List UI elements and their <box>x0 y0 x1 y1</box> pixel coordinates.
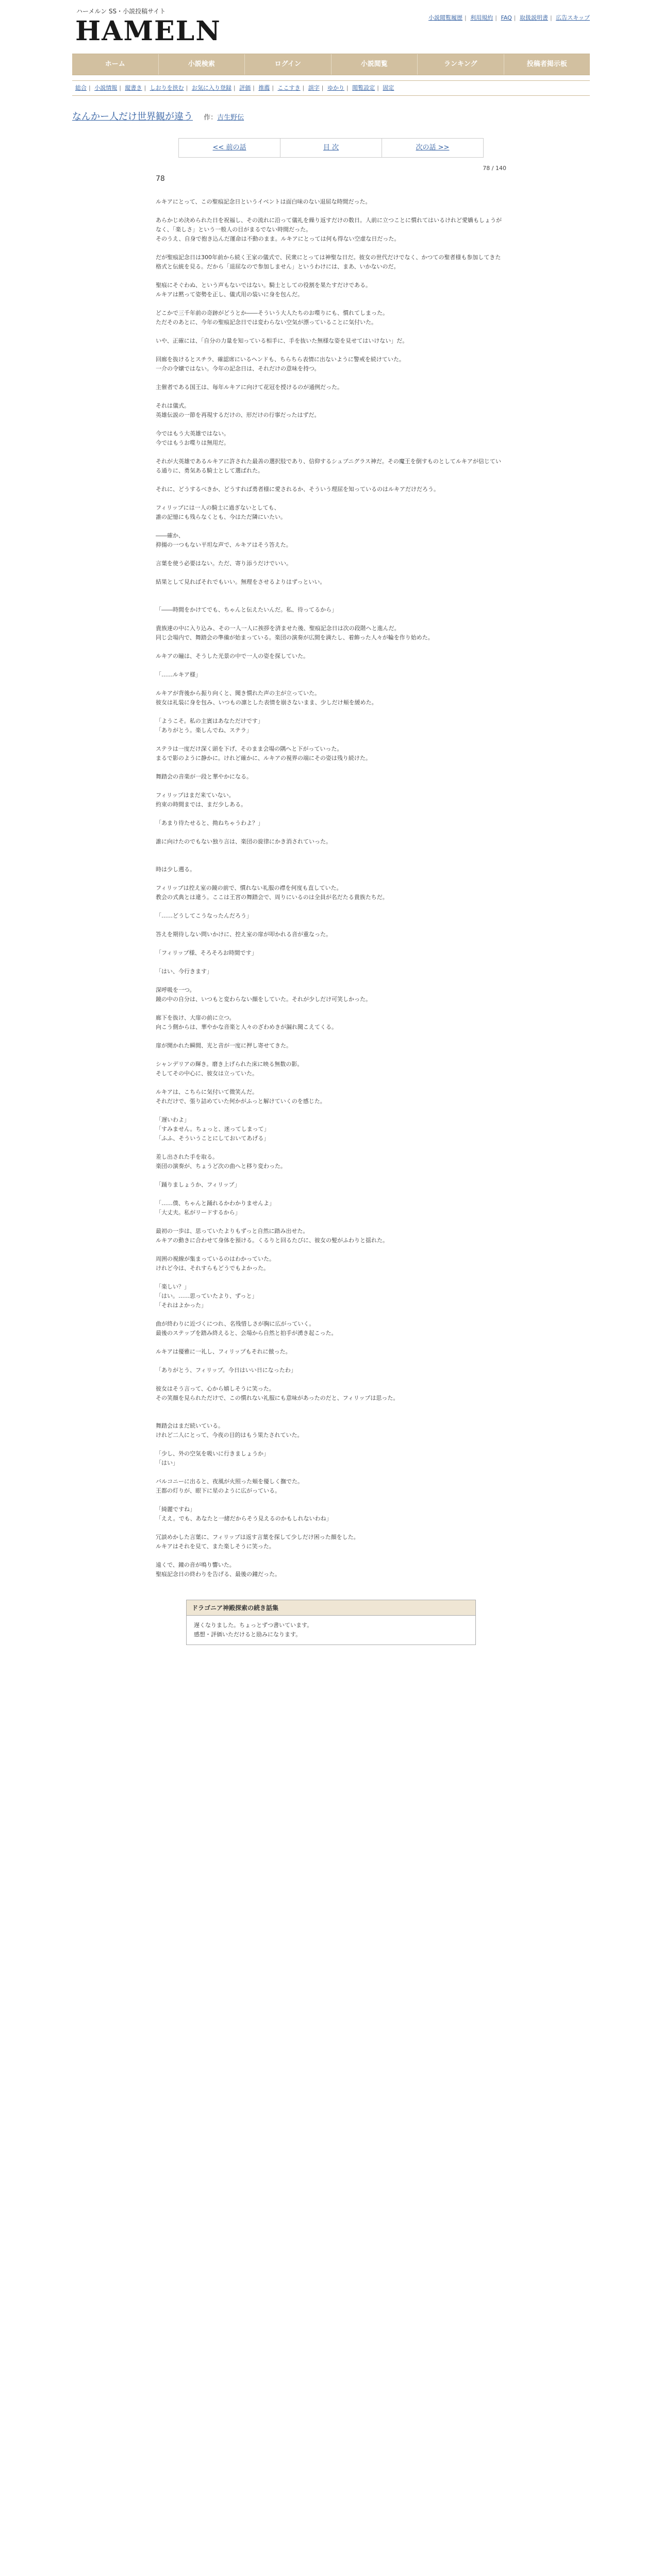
body-paragraph <box>156 272 506 281</box>
body-paragraph: 「……僕、ちゃんと踊れるかわかりませんよ」 <box>156 1200 275 1207</box>
body-paragraph: ルキアは黙って姿勢を正し、儀式用の装いに身を包んだ。 <box>156 291 303 298</box>
author-comment-text <box>187 1616 475 1645</box>
menu-vertical[interactable]: 縦書き <box>125 84 142 91</box>
author-line <box>204 114 244 122</box>
body-paragraph <box>156 244 506 253</box>
logo-tagline: ハーメルン SS・小説投稿サイト <box>76 8 166 15</box>
body-paragraph <box>156 1245 506 1255</box>
chapter-body <box>156 197 506 1579</box>
body-paragraph: 冗談めかした言葉に、フィリップは返す言葉を探して少しだけ困った顔をした。 <box>156 1534 359 1540</box>
novel-title-row <box>72 109 590 123</box>
page <box>72 0 590 1645</box>
chapter-number: 78 <box>156 175 165 183</box>
body-paragraph: 「綺麗ですね」 <box>156 1506 195 1513</box>
body-paragraph: 言葉を使う必要はない。ただ、寄り添うだけでいい。 <box>156 560 292 567</box>
body-paragraph: ただそのあとに、今年の聖痕記念日では変わらない空気が漂っていることに気付いた。 <box>156 319 377 326</box>
body-paragraph: 「……ルキア様」 <box>156 671 201 678</box>
body-paragraph: そのうえ、自身で抱き込んだ運命は不動のまま。ルキアにとっては何も得ない空虚な日だった。 <box>156 235 400 242</box>
body-paragraph: 「踊りましょうか、フィリップ」 <box>156 1181 240 1188</box>
body-paragraph <box>156 1523 506 1533</box>
body-paragraph: 今ではもうお喋りは無用だ。 <box>156 439 229 446</box>
link-faq[interactable]: FAQ <box>501 14 512 21</box>
body-paragraph: ――確か、 <box>156 532 184 539</box>
menu-rate[interactable]: 評価 <box>239 84 251 91</box>
body-paragraph <box>156 809 506 819</box>
body-paragraph: 今ではもう大英雄ではない。 <box>156 430 229 437</box>
body-paragraph: ルキアの動きに合わせて身体を預ける。くるりと回るたびに、彼女の髪がふわりと揺れた。 <box>156 1237 388 1244</box>
body-paragraph: 曲が終わりに近づくにつれ、名残惜しさが胸に広がっていく。 <box>156 1320 315 1327</box>
body-paragraph: 扉が開かれた瞬間、光と音が一度に押し寄せてきた。 <box>156 1042 292 1049</box>
body-paragraph <box>156 374 506 383</box>
body-paragraph <box>156 587 506 596</box>
link-ad-skip[interactable]: 広告スキップ <box>556 14 590 21</box>
body-paragraph <box>156 1106 506 1115</box>
body-paragraph: 最初の一歩は、思っていたよりもずっと自然に踏み出せた。 <box>156 1228 309 1234</box>
body-paragraph: ルキアの瞳は、そうした光景の中で一人の姿を探していた。 <box>156 653 309 659</box>
body-paragraph: 誰の記憶にも残らなくとも、今はただ隣にいたい。 <box>156 514 286 520</box>
body-paragraph <box>156 494 506 503</box>
body-paragraph: フィリップはまだ来ていない。 <box>156 792 235 799</box>
header <box>72 0 590 54</box>
body-paragraph <box>156 615 506 624</box>
body-paragraph: 「はい、今行きます」 <box>156 968 212 975</box>
toc-link[interactable]: 目 次 <box>280 139 382 157</box>
body-paragraph: 王都の灯りが、眼下に星のように広がっている。 <box>156 1487 280 1494</box>
body-paragraph <box>156 1171 506 1180</box>
body-paragraph: 同じ会場内で、舞踏会の準備が始まっている。楽団の演奏が広間を満たし、着飾った人々が輪を作り始めた。 <box>156 634 434 641</box>
body-paragraph: 回廊を抜けるとスチラ、確認席にいるヘンドも、ちらちら表情に出ないように警戒を続けていた。 <box>156 356 405 363</box>
body-paragraph <box>156 958 506 967</box>
menu-recommend[interactable]: 推薦 <box>258 84 270 91</box>
body-paragraph <box>156 1496 506 1505</box>
next-chapter-link[interactable]: 次の話 >> <box>416 144 450 151</box>
body-paragraph: 「はい」 <box>156 1460 178 1466</box>
body-paragraph: 周囲の視線が集まっているのはわかっていた。 <box>156 1256 275 1262</box>
body-paragraph: シャンデリアの輝き。磨き上げられた床に映る無数の影。 <box>156 1061 303 1067</box>
top-links: 小説閲覧履歴 | 利用規約 | FAQ | 取扱説明書 | 広告スキップ <box>428 14 590 21</box>
body-paragraph: 楽団の演奏が、ちょうど次の曲へと移り変わった。 <box>156 1163 286 1170</box>
body-paragraph: そしてその中心に、彼女は立っていた。 <box>156 1070 258 1077</box>
body-paragraph <box>156 1357 506 1366</box>
link-terms[interactable]: 利用規約 <box>470 14 493 21</box>
body-paragraph: 「フィリップ様、そろそろお時間です」 <box>156 950 257 956</box>
body-paragraph <box>156 846 506 856</box>
body-paragraph <box>156 1468 506 1477</box>
body-paragraph <box>156 568 506 578</box>
body-paragraph <box>156 782 506 791</box>
body-paragraph: 誰に向けたのでもない独り言は、楽団の旋律にかき消されていった。 <box>156 838 332 845</box>
body-paragraph: ルキアは優雅に一礼し、フィリップもそれに倣った。 <box>156 1348 291 1355</box>
body-paragraph <box>156 1338 506 1347</box>
body-paragraph <box>156 1050 506 1060</box>
body-paragraph: 答えを期待しない問いかけに、控え室の扉が叩かれる音が重なった。 <box>156 931 332 938</box>
menu-yukari[interactable]: ゆかり <box>327 84 344 91</box>
body-paragraph: その笑顔を見られただけで、この慣れない礼服にも意味があったのだと、フィリップは思った。 <box>156 1395 399 1401</box>
body-paragraph <box>156 522 506 531</box>
body-paragraph: 「ようこそ。私の主賓はあなただけです」 <box>156 718 263 724</box>
menu-favorite[interactable]: お気に入り登録 <box>191 84 231 91</box>
link-manual[interactable]: 取扱説明書 <box>520 14 548 21</box>
body-paragraph: 貴族達の中に入り込み、その一人一人に挨拶を済ませた後、聖痕記念日は次の段階へと進んだ。 <box>156 625 400 632</box>
body-paragraph: いや、正確には、「自分の力量を知っている相手に、手を抜いた無様な姿を見せてはいけない」だ。 <box>156 337 408 344</box>
body-paragraph <box>156 207 506 216</box>
body-paragraph <box>156 448 506 457</box>
menu-overall[interactable]: 総合 <box>75 84 87 91</box>
link-history[interactable]: 小説閲覧履歴 <box>428 14 463 21</box>
nav-home[interactable]: ホーム <box>72 54 159 75</box>
body-paragraph: 鏡の中の自分は、いつもと変わらない顔をしていた。それが少しだけ可笑しかった。 <box>156 996 371 1003</box>
body-paragraph <box>156 856 506 865</box>
body-paragraph <box>156 1078 506 1088</box>
body-paragraph: 「――時間をかけてでも、ちゃんと伝えたいんだ。私、待ってるから」 <box>156 606 337 613</box>
author-comment-line: 感想・評価いただけると励みになります。 <box>194 1631 302 1638</box>
body-paragraph: フィリップには一人の騎士に過ぎないとしても、 <box>156 504 280 511</box>
body-paragraph: けれど二人にとって、今夜の目的はもう果たされていた。 <box>156 1432 303 1438</box>
nav-browse[interactable]: 小説閲覧 <box>332 54 418 75</box>
body-paragraph <box>156 976 506 986</box>
body-paragraph: 「はい。……思っていたより、ずっと」 <box>156 1293 258 1299</box>
body-paragraph <box>156 874 506 884</box>
body-paragraph: ステラは一度だけ深く頭を下げ、そのまま会場の隅へと下がっていった。 <box>156 745 343 752</box>
body-paragraph: 舞踏会の音楽が一段と華やかになる。 <box>156 773 252 780</box>
body-paragraph: 廊下を抜け、大扉の前に立つ。 <box>156 1014 235 1021</box>
body-paragraph: バルコニーに出ると、夜風が火照った頬を優しく撫でた。 <box>156 1478 303 1485</box>
body-paragraph <box>156 1310 506 1319</box>
body-paragraph: 「大丈夫。私がリードするから」 <box>156 1209 241 1216</box>
body-paragraph: 深呼吸を一つ。 <box>156 987 195 993</box>
body-paragraph <box>156 763 506 772</box>
body-paragraph: 向こう側からは、華やかな音楽と人々のざわめきが漏れ聞こえてくる。 <box>156 1024 337 1030</box>
body-paragraph <box>156 299 506 309</box>
logo-wordmark: HAMELN <box>75 15 221 47</box>
body-paragraph <box>156 828 506 837</box>
body-paragraph <box>156 1143 506 1153</box>
novel-menu: 総合 | 小説情報 | 縦書き | しおりを挟む | お気に入り登録 | 評価 | 推薦 | ここすき | 誤字 | ゆかり | 閲覧設定 | 固定 <box>72 80 590 96</box>
body-paragraph <box>156 642 506 652</box>
body-paragraph: ルキアが背後から振り向くと、聞き慣れた声の主が立っていた。 <box>156 690 320 697</box>
body-paragraph <box>156 476 506 485</box>
chapter-content <box>156 165 506 1579</box>
body-paragraph: フィリップは控え室の鏡の前で、慣れない礼服の襟を何度も直していた。 <box>156 885 342 891</box>
author-comment-title: ドラゴニア神殿探索の続き話集 <box>187 1600 475 1616</box>
body-paragraph <box>156 921 506 930</box>
page-count: 78 / 140 <box>483 165 506 172</box>
body-paragraph: 「すみません。ちょっと、迷ってしまって」 <box>156 1126 270 1132</box>
chapter-nav <box>178 138 484 158</box>
body-paragraph <box>156 420 506 429</box>
nav-login[interactable]: ログイン <box>245 54 332 75</box>
body-paragraph: 「ふふ、そういうことにしておいてあげる」 <box>156 1135 270 1142</box>
site-logo[interactable] <box>72 3 221 48</box>
body-paragraph: だが聖痕記念日は300年前から続く王家の儀式で、民衆にとっては神聖な日だ。彼女の世代だけでなく、かつての聖者様も参加してきた格式と伝統を見る。だから「退屈なので参加しません」というわけには、まあ、いかないのだ。 <box>156 254 501 270</box>
menu-kokosuki[interactable]: ここすき <box>277 84 301 91</box>
body-paragraph: 時は少し遡る。 <box>156 866 195 873</box>
body-paragraph: 約束の時間までは、まだ少しある。 <box>156 801 246 808</box>
body-paragraph: 英雄伝説の一節を再現するだけの、形だけの行事だったはずだ。 <box>156 412 320 418</box>
body-paragraph: 「あまり待たせると、拗ねちゃうわよ？」 <box>156 820 263 826</box>
body-paragraph: 遠くで、鐘の音が鳴り響いた。 <box>156 1562 235 1568</box>
body-paragraph <box>156 661 506 670</box>
body-paragraph: 差し出された手を取る。 <box>156 1154 218 1160</box>
body-paragraph: 「……どうしてこうなったんだろう」 <box>156 912 252 919</box>
body-paragraph <box>156 596 506 605</box>
author-comment-box <box>186 1600 476 1645</box>
menu-bookmark[interactable]: しおりを挟む <box>150 84 184 91</box>
body-paragraph <box>156 1004 506 1013</box>
main-nav <box>72 54 590 75</box>
body-paragraph: それに、どうするべきか、どうすれば勇者様に愛されるか、そういう理屈を知っているのはルキアだけだろう。 <box>156 486 439 493</box>
body-paragraph <box>156 1551 506 1561</box>
body-paragraph: 「ええ。でも、あなたと一緒だからそう見えるのかもしれないわね」 <box>156 1515 332 1522</box>
body-paragraph <box>156 939 506 948</box>
body-paragraph <box>156 392 506 401</box>
body-paragraph: どこかで三千年前の奇跡がどうとか――そういう大人たちのお喋りにも、慣れてしまった。 <box>156 310 388 316</box>
body-paragraph: 抑揚の一つもない平坦な声で、ルキアはそう答えた。 <box>156 541 292 548</box>
body-paragraph <box>156 1412 506 1421</box>
body-paragraph: あらかじめ決められた日を祝福し、その流れに沿って儀礼を繰り返すだけの数日。人前に立つことに慣れてはいるけれど愛嬌もしょうがなく、「楽しさ」という一般人の目がまるでない時間だった。 <box>156 217 502 233</box>
body-paragraph: それだけで、張り詰めていた何かがふっと解けていくのを感じた。 <box>156 1098 326 1105</box>
body-paragraph: 「ありがとう、フィリップ。今日はいい日になったわ」 <box>156 1367 296 1374</box>
body-paragraph <box>156 1273 506 1282</box>
body-paragraph: 結果として見ればそれでもいい。無理をさせるよりはずっといい。 <box>156 579 326 585</box>
body-paragraph: 「楽しい？」 <box>156 1283 190 1290</box>
body-paragraph: けれど今は、それすらもどうでもよかった。 <box>156 1265 269 1272</box>
body-paragraph <box>156 902 506 911</box>
menu-view-settings[interactable]: 閲覧設定 <box>352 84 375 91</box>
body-paragraph <box>156 1032 506 1041</box>
body-paragraph: 彼女はそう言って、心から嬉しそうに笑った。 <box>156 1385 275 1392</box>
body-paragraph <box>156 735 506 744</box>
author-comment-line: 遅くなりました。ちょっとずつ書いています。 <box>194 1622 313 1629</box>
menu-typo[interactable]: 誤字 <box>308 84 320 91</box>
body-paragraph <box>156 1375 506 1384</box>
menu-novel-info[interactable]: 小説情報 <box>94 84 118 91</box>
nav-ranking[interactable]: ランキング <box>418 54 504 75</box>
body-paragraph <box>156 346 506 355</box>
nav-search[interactable]: 小説検索 <box>159 54 245 75</box>
body-paragraph: ルキアはそれを見て、また楽しそうに笑った。 <box>156 1543 275 1550</box>
body-paragraph: ルキアにとって、この聖痕記念日というイベントは面白味のない退屈な時間だった。 <box>156 198 371 205</box>
body-paragraph: それは儀式。 <box>156 402 190 409</box>
body-paragraph <box>156 707 506 717</box>
body-paragraph: 聖痕にそぐわぬ、という声もないではない。騎士としての役割を果たすだけである。 <box>156 282 371 289</box>
body-paragraph <box>156 550 506 559</box>
body-paragraph: 舞踏会はまだ続いている。 <box>156 1422 224 1429</box>
prev-chapter-link[interactable]: << 前の話 <box>179 139 280 157</box>
body-paragraph <box>156 1190 506 1199</box>
body-paragraph: それが大英雄であるルキアに許された最善の選択肢であり、信仰するシュブニグラス神だ。その魔王を倒すものとしてルキアが信じている通りに、勇気ある騎士として選ばれた。 <box>156 458 501 474</box>
body-paragraph <box>156 1440 506 1449</box>
body-paragraph: 彼女は礼装に身を包み、いつもの凛とした表情を崩さないまま、少しだけ頬を緩めた。 <box>156 699 377 706</box>
body-paragraph: ルキアは、こちらに気付いて微笑んだ。 <box>156 1089 258 1095</box>
body-paragraph: 「遅いわよ」 <box>156 1116 190 1123</box>
menu-pin[interactable]: 固定 <box>383 84 394 91</box>
body-paragraph: 主催者である国王は、毎年ルキアに向けて花冠を授けるのが通例だった。 <box>156 384 343 391</box>
nav-board[interactable]: 投稿者掲示板 <box>526 60 567 68</box>
body-paragraph <box>156 1217 506 1227</box>
body-paragraph: 一介の令嬢ではない。今年の記念日は、それだけの意味を持つ。 <box>156 365 320 372</box>
body-paragraph: 最後のステップを踏み終えると、会場から自然と拍手が湧き起こった。 <box>156 1330 337 1336</box>
author-link[interactable]: 吉生野伝 <box>217 114 244 122</box>
body-paragraph <box>156 1403 506 1412</box>
novel-title[interactable]: なんかー人だけ世界観が違う <box>72 111 193 122</box>
body-paragraph: 「少し、外の空気を吸いに行きましょうか」 <box>156 1450 269 1457</box>
author-prefix: 作： <box>204 114 218 122</box>
body-paragraph <box>156 327 506 336</box>
body-paragraph: 聖痕記念日の終わりを告げる、最後の鐘だった。 <box>156 1571 280 1578</box>
body-paragraph <box>156 680 506 689</box>
body-paragraph: 「それはよかった」 <box>156 1302 207 1309</box>
body-paragraph: 教会の式典とは違う。ここは王宮の舞踏会で、周りにいるのは全員が名だたる貴族たちだ。 <box>156 894 388 901</box>
body-paragraph: 「ありがとう。楽しんでね、ステラ」 <box>156 727 252 734</box>
body-paragraph: まるで影のように静かに。けれど確かに、ルキアの視界の端にその姿は残り続けた。 <box>156 755 371 761</box>
